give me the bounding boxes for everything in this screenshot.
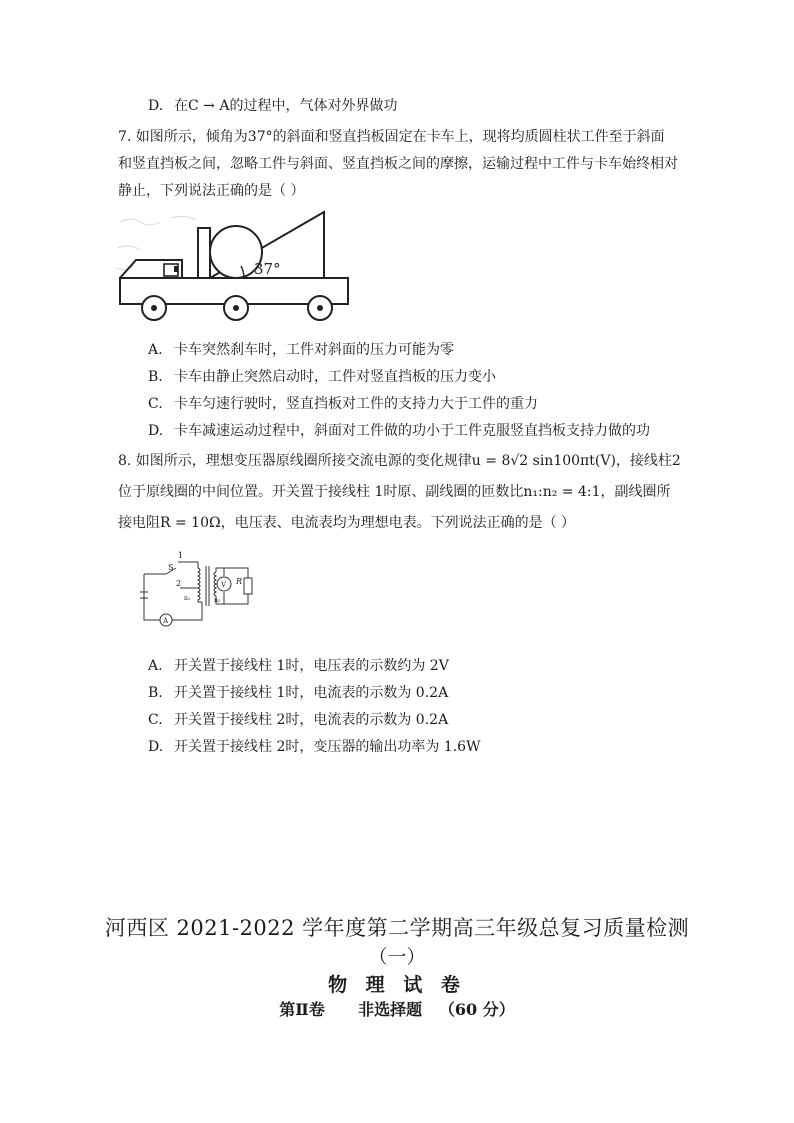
wheel-front-hub [151, 305, 157, 311]
option-text: 开关置于接线柱 1时，电压表的示数约为 2V [174, 658, 449, 674]
transformer-core [206, 566, 209, 606]
option-letter: D. [148, 739, 164, 755]
paper-title: 物 理 试 卷 [328, 974, 466, 996]
truck-wheels [142, 296, 332, 320]
option-text: 开关置于接线柱 1时，电流表的示数为 0.2A [174, 685, 449, 701]
option-letter: C. [148, 396, 163, 412]
q8-stem-line-2: 位于原线圈的中间位置。开关置于接线柱 1时原、副线圈的匝数比n₁:n₂ = 4:1，副线圈所 [118, 484, 671, 500]
q7-option-d [148, 421, 650, 441]
switch-label: S [168, 563, 174, 572]
q8-option-a [148, 656, 449, 676]
background-smudge [116, 216, 196, 269]
truck-figure [112, 208, 360, 334]
q7-stem-line-2: 和竖直挡板之间，忽略工件与斜面、竖直挡板之间的摩擦，运输过程中工件与卡车始终相对 [118, 156, 678, 172]
option-letter: C. [148, 712, 163, 728]
secondary-wire-top [216, 568, 248, 578]
option-text: 卡车突然刹车时，工件对斜面的压力可能为零 [174, 342, 454, 358]
option-text: 卡车由静止突然启动时，工件对竖直挡板的压力变小 [174, 369, 496, 385]
q7-option-a [148, 340, 454, 360]
option-text: 卡车匀速行驶时，竖直挡板对工件的支持力大于工件的重力 [174, 396, 538, 412]
option-text: 在C → A的过程中，气体对外界做功 [174, 98, 398, 114]
q8-option-b [148, 683, 448, 703]
option-letter: A. [148, 342, 163, 358]
part-heading: 第Ⅱ卷 非选择题 （60 分） [279, 1000, 515, 1019]
option-letter: B. [148, 369, 163, 385]
resistor [244, 578, 252, 594]
terminal-1-wire [178, 562, 198, 568]
q8-stem-line-1: 8. 如图所示，理想变压器原线圈所接交流电源的变化规律u = 8√2 sin100πt(V)，接线柱2 [118, 453, 681, 469]
q7-stem-line-1: 7. 如图所示，倾角为37°的斜面和竖直挡板固定在卡车上，现将均质圆柱状工件至于斜面 [118, 129, 665, 145]
cab-window-latch [174, 266, 178, 272]
q8-stem-line-3: 接电阻R = 10Ω，电压表、电流表均为理想电表。下列说法正确的是（ ） [118, 515, 576, 531]
q7-option-c [148, 394, 538, 414]
primary-wire-left [144, 574, 160, 620]
q8-option-c [148, 710, 448, 730]
primary-coil [198, 568, 202, 602]
primary-wire-bottom [172, 602, 202, 620]
n2-label: n₂ [214, 597, 221, 604]
q8-option-d [148, 737, 480, 757]
exam-subtitle: （一） [368, 946, 426, 968]
option-letter: A. [148, 658, 163, 674]
voltmeter-label: V [221, 581, 227, 589]
q6-option-d [148, 96, 397, 116]
angle-label: 37° [254, 260, 281, 278]
option-letter: B. [148, 685, 163, 701]
n1-label: n₁ [184, 595, 191, 602]
ammeter-label: A [163, 617, 169, 625]
terminal-2-label: 2 [176, 579, 182, 588]
secondary-coil [214, 572, 216, 596]
transformer-circuit [136, 548, 256, 632]
q7-stem-line-3: 静止，下列说法正确的是（ ） [118, 183, 305, 199]
wheel-rear-hub [317, 305, 323, 311]
wheel-middle-hub [233, 305, 239, 311]
option-letter: D. [148, 423, 164, 439]
vertical-baffle [198, 228, 210, 278]
option-letter: D. [148, 98, 164, 114]
exam-title: 河西区 2021-2022 学年度第二学期高三年级总复习质量检测 [104, 916, 690, 940]
secondary-wire-bottom [216, 594, 248, 604]
option-text: 卡车减速运动过程中，斜面对工件做的功小于工件克服竖直挡板支持力做的功 [174, 423, 650, 439]
option-text: 开关置于接线柱 2时，电流表的示数为 0.2A [174, 712, 449, 728]
q7-option-b [148, 367, 496, 387]
terminal-1-label: 1 [178, 551, 184, 560]
resistor-label: R [236, 577, 243, 586]
option-text: 开关置于接线柱 2时，变压器的输出功率为 1.6W [174, 739, 481, 755]
